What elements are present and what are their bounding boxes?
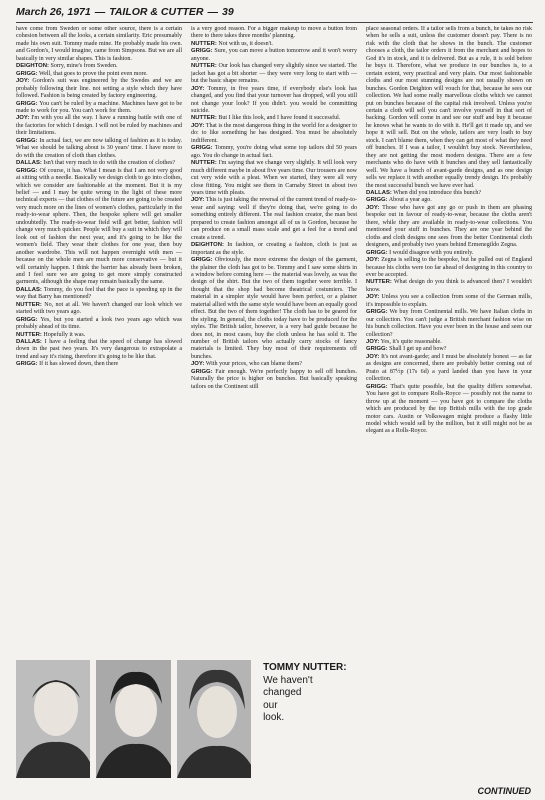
portrait-photo bbox=[177, 660, 251, 778]
dialogue-text: Tommy, do you feel that the pace is speeding up in the way that Barry has mentioned? bbox=[16, 286, 182, 301]
dialogue-paragraph bbox=[16, 26, 182, 63]
dialogue-text: Not with us, it doesn't. bbox=[218, 40, 273, 47]
dialogue-text: Sorry, mine's from Sweden. bbox=[50, 63, 118, 70]
dialogue-text: Unless you see a collection from some of the German mills, it's impossible to explain. bbox=[366, 294, 532, 308]
speaker-name: JOY: bbox=[366, 204, 380, 211]
speaker-name: GRIGG: bbox=[366, 197, 388, 204]
dialogue-text: If it has slowed down, then there bbox=[39, 361, 119, 368]
dialogue-text: Our look has changed very slightly since we started. The jacket has got a bit shorter — they were very long to start with — but the basic shape remains. bbox=[191, 63, 357, 85]
speaker-name: NUTTER: bbox=[191, 63, 217, 70]
dialogue-text: When did you introduce this bunch? bbox=[393, 189, 482, 196]
dialogue-paragraph bbox=[191, 48, 357, 63]
dialogue-text: In fashion, or creating a fashion, cloth is just as important as the style. bbox=[191, 242, 357, 256]
speaker-name: DEIGHTON: bbox=[191, 242, 224, 249]
dialogue-paragraph bbox=[366, 279, 532, 294]
dialogue-text: It's not avant-garde; and I must be absolutely honest — as far as designs are concerned, there are probably better coming out of Prato at 87½p (17s 6d) a yard landed than you have in your collection. bbox=[366, 353, 532, 383]
speaker-name: GRIGG: bbox=[191, 368, 213, 375]
dialogue-paragraph bbox=[191, 26, 357, 41]
dialogue-text: Zegna is selling to the bespoke, but he pulled out of England because his cloths were too far ahead of designing in this country to ever be accepted. bbox=[366, 257, 532, 278]
dialogue-text: Tommy, you're doing what some top tailors did 50 years ago. You do change in actual fact. bbox=[191, 145, 357, 159]
dialogue-text: That's quite possible, but the quality differs somewhat. You have got to compare Rolls-Royce — possibly not the name to throw up at the moment — you have got to compare the cloths which are produced by the top British mills with the top grade motor cars. Austin or Volkswagen might produce a flashy little model which would sell by the million, but it still might not be as elegant as a Rolls-Royce. bbox=[366, 383, 532, 435]
article-column-2 bbox=[191, 26, 357, 676]
speaker-name: DEIGHTON: bbox=[16, 63, 49, 70]
speaker-name: NUTTER: bbox=[16, 331, 42, 338]
issue-date: March 26, 1971 bbox=[16, 6, 91, 18]
dialogue-text: I'm with you all the way. I have a running battle with one of the factories for which I design. I will not be ruled by machines and their limitations. bbox=[16, 115, 182, 137]
dialogue-paragraph bbox=[191, 41, 357, 48]
dialogue-paragraph bbox=[191, 86, 357, 116]
dialogue-text: Fair enough. We're perfectly happy to sell off bunches. Naturally the price is higher on bunches. But basically speaking tailors on the Continent still bbox=[191, 368, 357, 390]
dialogue-text: What design do you think is advanced then? I wouldn't know. bbox=[366, 279, 532, 293]
dialogue-text: We buy from Continental mills. We have Italian cloths in our collection. You can't judge a British merchant fashion wise on his bunch collection. Have you ever been in the house and seen our collection? bbox=[366, 309, 532, 338]
dialogue-text: Yes, it's quite reasonable. bbox=[380, 339, 442, 346]
speaker-name: GRIGG: bbox=[16, 70, 38, 77]
speaker-name: DALLAS: bbox=[16, 339, 42, 346]
dialogue-text: This is just taking the reversal of the current trend of ready-to-wear and saying: well if they're doing that, we're going to do something entirely different. The real fashion creator, the man best prepared to create fashion amongst all of us is Gordon, because he can produce on a small mass scale and get a feel for a trend and create a trend. bbox=[191, 197, 357, 241]
dialogue-paragraph bbox=[366, 339, 532, 346]
speaker-name: GRIGG: bbox=[191, 48, 213, 55]
dialogue-paragraph bbox=[16, 332, 182, 339]
dialogue-paragraph bbox=[366, 294, 532, 309]
speaker-name: JOY: bbox=[191, 197, 205, 204]
speaker-name: JOY: bbox=[366, 294, 380, 301]
dialogue-text: But I like this look, and I have found it successful. bbox=[218, 115, 341, 122]
dialogue-paragraph bbox=[366, 205, 532, 250]
caption-line: our bbox=[263, 699, 278, 711]
dialogue-paragraph bbox=[366, 384, 532, 436]
dialogue-paragraph bbox=[191, 145, 357, 160]
article-column-3 bbox=[366, 26, 532, 796]
speaker-name: GRIGG: bbox=[366, 383, 388, 390]
speaker-name: GRIGG: bbox=[191, 145, 213, 152]
continued-label: CONTINUED bbox=[477, 786, 531, 796]
dialogue-text: That is the most dangerous thing in the world for a designer to do: to like something he has designed. You must be absolutely indifferent. bbox=[191, 122, 357, 144]
speaker-name: DALLAS: bbox=[366, 189, 392, 196]
dialogue-paragraph bbox=[16, 302, 182, 317]
dialogue-text: is a very good reason. For a bigger makeup to move a button from there to there takes three months' planning. bbox=[191, 26, 357, 40]
dialogue-text: Of course, it has. What I mean is that I am not very good at sitting with a needle. Basically we design cloth to go into clothes, which we consider are fashionable at the moment. But it is my belief — and I may be quite wrong in the light of these more technical experts — that clothes of the future are going to be created very much more on the lines of women's clothes, particularly in the ready-to-wear sphere. Then, the bespoke sphere will get smaller undoubtedly. The ready-to-wear field will get better, fashion will change very much quicker. People will buy a suit in which they will look out of fashion the next year, and it's going to be like the women's field. They wear their clothes for one year, then buy another wardrobe. This will not happen overnight with men — because on the whole men are much more conservative — but it will certainly happen. I think the barrier has already been broken, and I feel sure we are going to get more simply constructed garments, although the shape may remain basically the same. bbox=[16, 167, 182, 286]
caption-speaker: TOMMY NUTTER: bbox=[263, 662, 347, 673]
speaker-name: NUTTER: bbox=[191, 40, 217, 47]
dialogue-text: have come from Sweden or some other source, there is a certain cohesion between all the looks, a certain similarity. Eric presumably made his own suit. Tommy made mine. He probably made his own. and Gordon's, I would imagine, came from Simpsons. But we are all basically in very similar shapes. This is fashion. bbox=[16, 26, 182, 62]
caption-line: look. bbox=[263, 712, 285, 723]
dialogue-paragraph bbox=[16, 361, 182, 368]
dialogue-text: I'm saying that we change very slightly. It will look very much different maybe in about five years time. Our trousers are now cut very wide with a pleat. When we started, they were all very close fitting. You might see them in Carnaby Street in about two years time with pleats. bbox=[191, 160, 357, 196]
header-separator: — bbox=[94, 6, 106, 18]
speaker-name: NUTTER: bbox=[191, 115, 217, 122]
speaker-name: DALLAS: bbox=[16, 286, 42, 293]
dialogue-text: About a year ago. bbox=[388, 197, 432, 204]
dialogue-paragraph bbox=[191, 361, 357, 368]
dialogue-text: Tommy, in five years time, if everybody else's look has changed, and you find that your turnover has dropped, will you still not change your look? If you didn't. you would be committing suicide. bbox=[191, 85, 357, 114]
speaker-name: NUTTER: bbox=[191, 160, 217, 167]
dialogue-paragraph bbox=[191, 242, 357, 257]
caption-line: We haven't bbox=[263, 674, 313, 686]
dialogue-paragraph bbox=[16, 317, 182, 332]
speaker-name: GRIGG: bbox=[16, 167, 38, 174]
dialogue-text: I have a feeling that the speed of change has slowed down in the past two years. It's very dangerous to extrapolate a trend and say it's rising, therefore it's going to be like that. bbox=[16, 339, 182, 360]
dialogue-text: Obviously, the more extreme the design of the garment, the plainer the cloth has got to be. Tommy and I saw some shirts in a window before coming here — the material was lovely, as was the design of the shirt. But the two of them together were terrible. I thought that the shop had become theatrical costumiers. The material in a simpler style would have been perfect, or a plainer material allied with the same style would have been an equally good effect. But the two of them together! The cloth has to be geared for the styling. In general, the cloths today have to be produced for the styles. The British tailor, however, is a very bad guide because he does not, in most cases, buy the cloth unless he has sold it. The number of British tailors who actually carry stocks of fancy materials is limited. They buy most of their requirements off bunches. bbox=[191, 257, 357, 360]
dialogue-paragraph bbox=[16, 63, 182, 70]
dialogue-paragraph bbox=[16, 115, 182, 137]
speaker-name: GRIGG: bbox=[366, 249, 388, 256]
dialogue-text: In actual fact, we are now talking of fashion as it is today. What we should be talking about is 30 years' time. I have more to do with the creation of cloth than clothes. bbox=[16, 137, 182, 159]
speaker-name: JOY: bbox=[366, 339, 380, 346]
header-separator: — bbox=[207, 6, 219, 18]
dialogue-paragraph bbox=[366, 354, 532, 384]
speaker-name: GRIGG: bbox=[366, 309, 388, 316]
article-column-1 bbox=[16, 26, 182, 676]
dialogue-paragraph bbox=[366, 190, 532, 197]
speaker-name: GRIGG: bbox=[16, 361, 38, 368]
page-header bbox=[16, 6, 533, 23]
speaker-name: JOY: bbox=[366, 353, 380, 360]
dialogue-paragraph bbox=[16, 287, 182, 302]
portrait-photo bbox=[16, 660, 90, 778]
dialogue-paragraph bbox=[191, 197, 357, 242]
dialogue-paragraph bbox=[16, 168, 182, 287]
dialogue-paragraph bbox=[16, 339, 182, 361]
dialogue-paragraph bbox=[16, 78, 182, 100]
dialogue-text: Those who have got any go or push in them are phasing bespoke out in favour of ready-to-wear, because the cloths aren't there, while they are available in ready-to-wear collections. You mentioned your stuff in bunches. They are one year behind the cloths and cloth designs one sees from the better Continental cloth designers, and probably two years behind Ermenegildo Zegna. bbox=[366, 204, 532, 249]
dialogue-paragraph bbox=[191, 257, 357, 361]
portrait-image bbox=[96, 660, 170, 778]
dialogue-paragraph bbox=[366, 346, 532, 353]
dialogue-paragraph bbox=[366, 250, 532, 257]
page-number: 39 bbox=[222, 6, 234, 18]
publication-name: TAILOR & CUTTER bbox=[109, 6, 204, 18]
dialogue-text: No, not at all. We haven't changed our look which we started with two years ago. bbox=[16, 301, 182, 316]
dialogue-paragraph bbox=[16, 160, 182, 167]
portrait-photo bbox=[96, 660, 170, 778]
speaker-name: GRIGG: bbox=[16, 137, 38, 144]
dialogue-paragraph bbox=[366, 309, 532, 339]
dialogue-paragraph bbox=[366, 26, 532, 190]
photo-strip bbox=[16, 660, 356, 780]
dialogue-paragraph bbox=[366, 197, 532, 204]
speaker-name: NUTTER: bbox=[366, 279, 392, 286]
speaker-name: GRIGG: bbox=[16, 316, 38, 323]
dialogue-text: Well, that goes to prove the point even more. bbox=[39, 70, 148, 77]
speaker-name: DALLAS: bbox=[16, 160, 42, 167]
dialogue-paragraph bbox=[366, 257, 532, 279]
dialogue-text: Shall I get up and bow? bbox=[389, 346, 447, 353]
dialogue-paragraph bbox=[191, 369, 357, 391]
dialogue-text: place seasonal orders. If a tailor sells from a bunch, he takes no risk when he sells a suit, unless the customer doesn't pay. There is no risk with the cloth that he shows in the bunch. The customer chooses a cloth, the tailor orders it from the merchant and hopes to God it's in stock, and it is delivered. But as a rule, it is sold before he buys it. Therefore, what we produce in our bunches is, to a certain extent, very practical and very plain. Our most fashionable cloths and our most stunning designs are not usually shown on bunches. Gordon Deighton will vouch for that, because he sees our collection. We had some really marvellous cloths which we cannot put on bunches because of the capital risk involved. Unless you're certain a cloth will sell you can't involve yourself in that sort of backing. Gordon will come in and see our stuff and buy it because he knows what he wants to do with it. He'll get it made up, and we hope it will sell. But on the whole, tailors are very loath to buy stock. I can't blame them, when they can get most of what they need off bunches. If I was a tailor, I wouldn't buy stock. Nevertheless, they are not getting the most modern designs. There are a few merchants who do have with it bunches and they sell fantastically well. We have a bunch of avant-garde designs, and as one design sells we replace it with another equally trendy design. It's probably the most successful bunch we have ever had. bbox=[366, 26, 532, 189]
speaker-name: GRIGG: bbox=[366, 346, 388, 353]
dialogue-paragraph bbox=[16, 71, 182, 78]
speaker-name: JOY: bbox=[191, 122, 205, 129]
dialogue-paragraph bbox=[191, 115, 357, 122]
dialogue-text: Gordon's suit was engineered by the Swedes and we are probably following their line. not setting a style which they have followed. Fashion is being created by factory engineering. bbox=[16, 78, 182, 100]
photo-caption bbox=[263, 662, 356, 725]
speaker-name: JOY: bbox=[16, 115, 30, 122]
speaker-name: JOY: bbox=[366, 257, 380, 264]
dialogue-text: Sure, you can move a button tomorrow and it won't worry anyone. bbox=[191, 48, 357, 62]
caption-line: changed bbox=[263, 687, 302, 698]
dialogue-text: I would disagree with you entirely. bbox=[389, 249, 474, 256]
speaker-name: JOY: bbox=[16, 78, 30, 85]
dialogue-paragraph bbox=[191, 160, 357, 197]
dialogue-text: Yes, but you started a look two years ago which was probably ahead of its time. bbox=[16, 316, 182, 331]
dialogue-paragraph bbox=[191, 63, 357, 85]
speaker-name: JOY: bbox=[191, 85, 205, 92]
dialogue-text: Hopefully it was. bbox=[43, 331, 86, 338]
portrait-image bbox=[16, 660, 90, 778]
speaker-name: GRIGG: bbox=[191, 257, 213, 264]
dialogue-text: Isn't that very much to do with the creation of clothes? bbox=[43, 160, 176, 167]
dialogue-paragraph bbox=[191, 123, 357, 145]
speaker-name: GRIGG: bbox=[16, 100, 38, 107]
dialogue-paragraph bbox=[16, 101, 182, 116]
portrait-image bbox=[177, 660, 251, 778]
speaker-name: NUTTER: bbox=[16, 301, 42, 308]
speaker-name: JOY: bbox=[191, 361, 205, 368]
dialogue-paragraph bbox=[16, 138, 182, 160]
dialogue-text: You can't be ruled by a machine. Machines have got to be made to work for you. You can't work for them. bbox=[16, 100, 182, 114]
dialogue-text: With your prices, who can blame them? bbox=[205, 361, 303, 368]
